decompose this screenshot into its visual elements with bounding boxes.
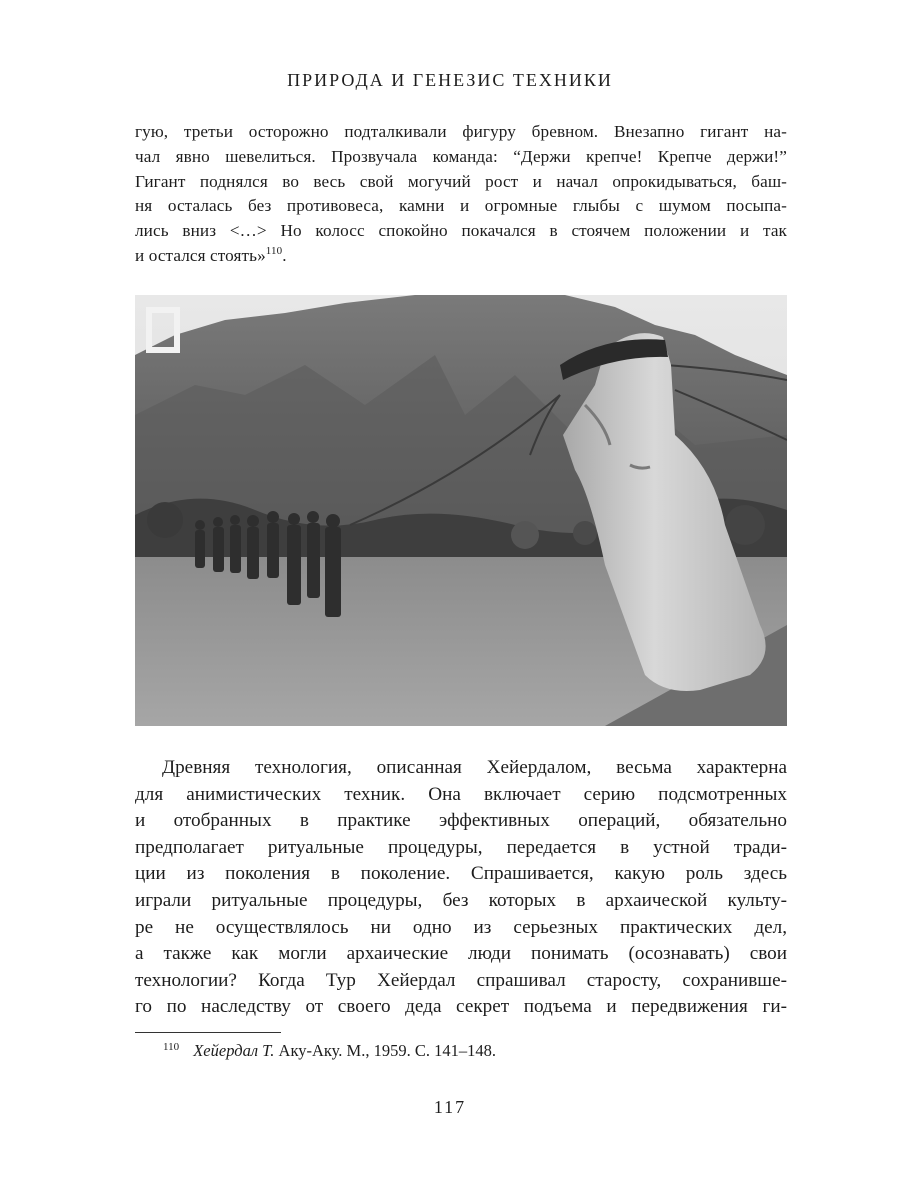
footnote-reference: 110: [265, 244, 283, 257]
quote-end-punct: .: [282, 245, 287, 265]
body-line: ции из поколения в поколение. Спрашивается, какую роль здесь: [135, 863, 787, 885]
quote-line-last: [135, 244, 787, 269]
page-number: 117: [433, 1097, 467, 1117]
quote-last-text: и остался стоять»: [135, 245, 266, 265]
photo-illustration: [135, 295, 787, 726]
body-line: предполагает ритуальные процедуры, передается в устной тради-: [135, 836, 787, 858]
footnote-citation: Аку-Аку. М., 1959. С. 141–148.: [278, 1041, 496, 1060]
body-line: Древняя технология, описанная Хейердалом, весьма характерна: [162, 757, 787, 778]
body-line: технологии? Когда Тур Хейердал спрашивал старосту, сохранивше-: [135, 969, 787, 991]
quote-line: лись вниз <…> Но колосс спокойно покачался в стоячем положении и так: [135, 221, 787, 241]
quote-line: ня осталась без противовеса, камни и огромные глыбы с шумом посыпа-: [135, 196, 787, 216]
footnote-number: 110: [163, 1041, 180, 1053]
body-line: играли ритуальные процедуры, без которых в архаической культу-: [135, 889, 787, 911]
body-paragraph: [135, 755, 787, 1021]
footnote: [163, 1041, 496, 1061]
footnote-author: Хейердал Т.: [193, 1041, 275, 1060]
running-title: ПРИРОДА И ГЕНЕЗИС ТЕХНИКИ: [287, 70, 613, 90]
footnote-divider: [135, 1032, 281, 1033]
body-line: и отобранных в практике эффективных операций, обязательно: [135, 810, 787, 832]
body-line: ре не осуществлялось ни одно из серьезных практических дел,: [135, 916, 787, 938]
body-line: для анимистических техник. Она включает серию подсмотренных: [135, 783, 787, 805]
body-line: го по наследству от своего деда секрет подъема и передвижения ги-: [135, 996, 787, 1018]
quote-line: гую, третьи осторожно подталкивали фигуру бревном. Внезапно гигант на-: [135, 122, 787, 141]
quote-paragraph: [135, 120, 787, 269]
body-line: а также как могли архаические люди понимать (осознавать) свои: [135, 943, 787, 965]
moai-walking-photo: [135, 295, 787, 726]
quote-line: Гигант поднялся во весь свой могучий рост и начал опрокидываться, баш-: [135, 171, 787, 191]
quote-line: чал явно шевелиться. Прозвучала команда: “Держи крепче! Крепче держи!”: [135, 146, 787, 166]
